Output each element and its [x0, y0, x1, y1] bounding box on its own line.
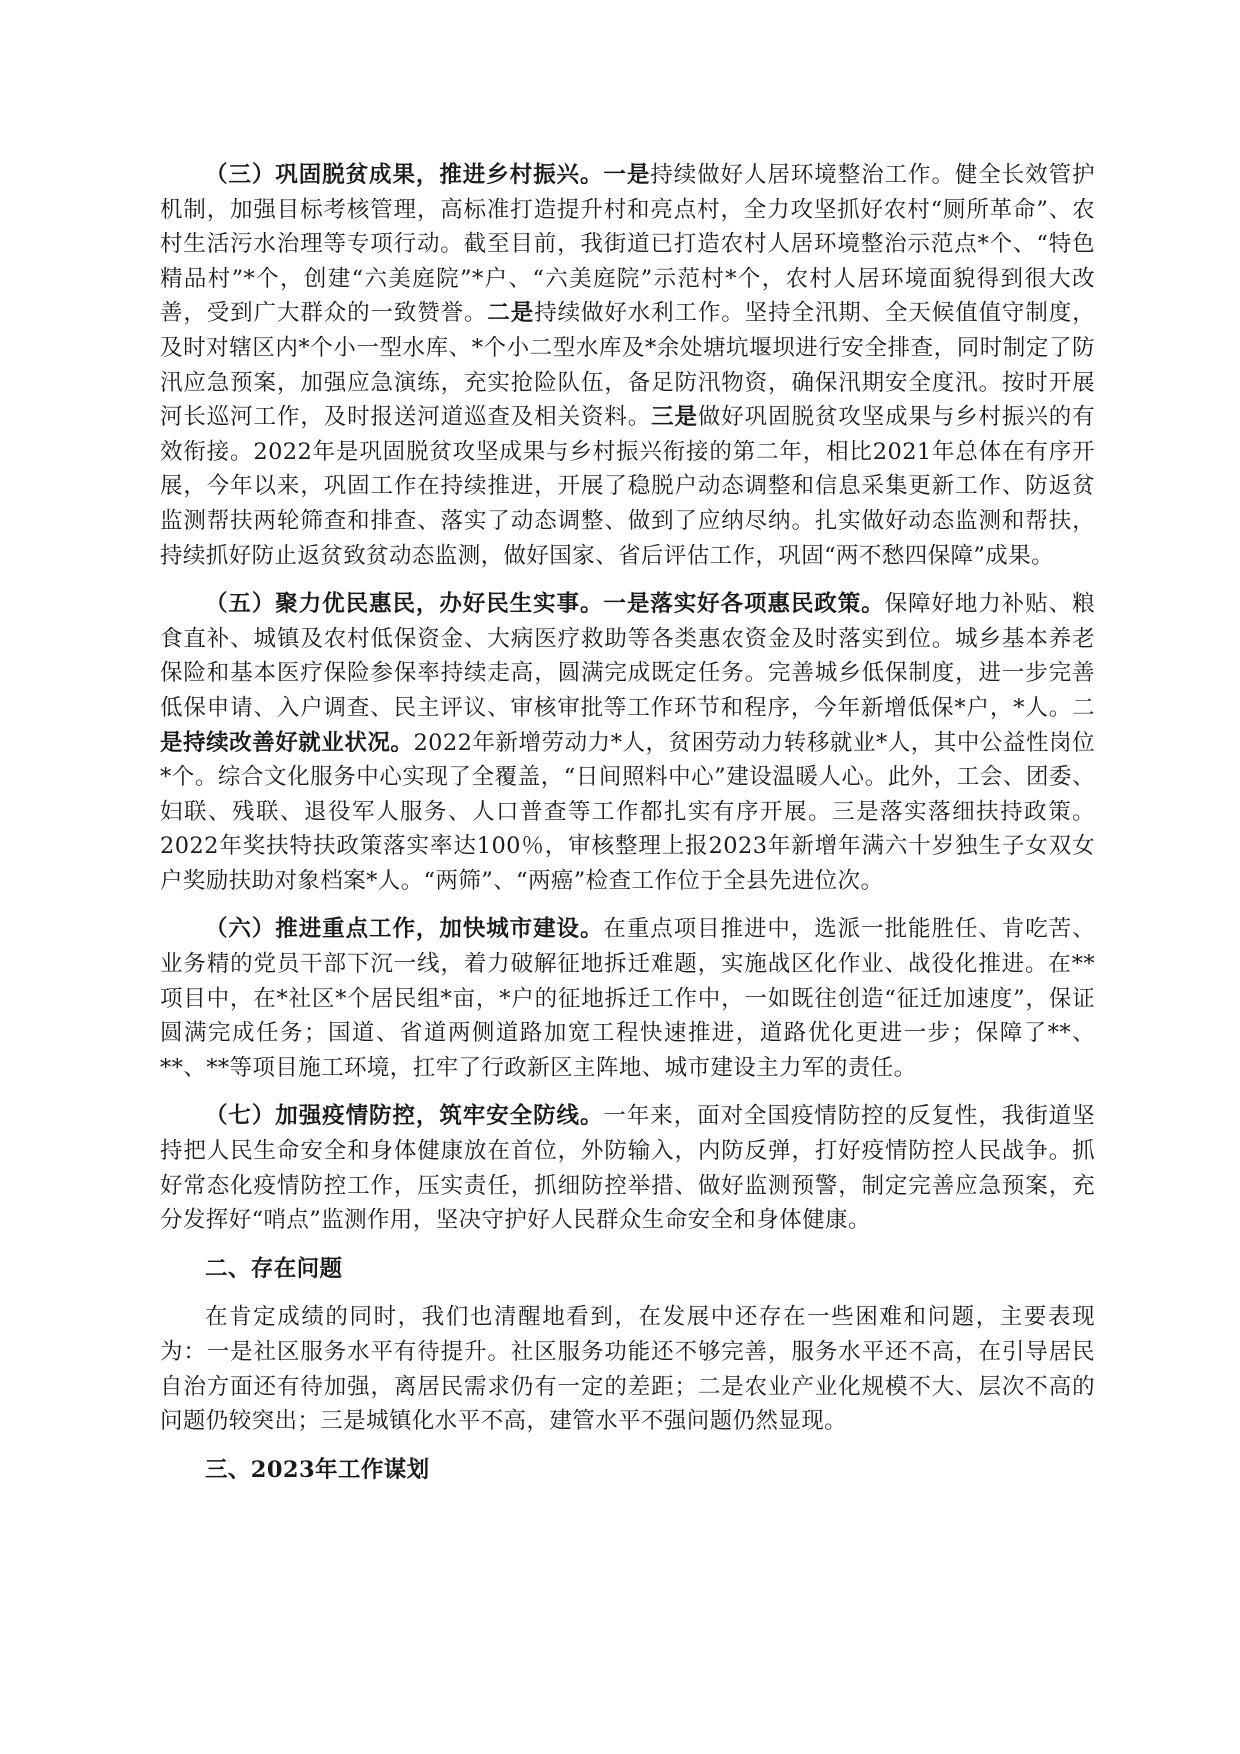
item-marker: 三是 — [651, 404, 698, 431]
section-title: （五）聚力优民惠民，办好民生实事。 — [205, 591, 604, 618]
paragraph-epidemic-control — [160, 1099, 1095, 1237]
paragraph-problems: 在肯定成绩的同时，我们也清醒地看到，在发展中还存在一些困难和问题，主要表现为：一是社区服务水平有待提升。社区服务功能还不够完善，服务水平还不高，在引导居民自治方面还有待加强，离居民需求仍有一定的差距；二是农业产业化规模不大、层次不高的问题仍较突出；三是城镇化水平不高，建管水平不强问题仍然显现。 — [160, 1304, 1095, 1435]
body-text: 持续做好人居环境整治工作。健全长效管护机制，加强目标考核管理，高标准打造提升村和亮点村，全力攻坚抓好农村“厕所革命”、农村生活污水治理等专项行动。截至目前，我街道已打造农村人居环境整治示范点*个、“特色精品村”*个，创建“六美庭院”*户、“六美庭院”示范村*个，农村人居环境面貌得到很大改善，受到广大群众的一致赞誉。 — [160, 162, 1095, 327]
body-text: 保障好地力补贴、粮食直补、城镇及农村低保资金、大病医疗救助等各类惠农资金及时落实到位。城乡基本养老保险和基本医疗保险参保率持续走高，圆满完成既定任务。完善城乡低保制度，进一步完善低保申请、入户调查、民主评议、审核审批等工作环节和程序，今年新增低保*户，*人。二 — [160, 591, 1095, 721]
body-text: 在重点项目推进中，选派一批能胜任、肯吃苦、业务精的党员干部下沉一线，着力破解征地拆迁难题，实施战区化作业、战役化推进。在**项目中，在*社区*个居民组*亩，*户的征地拆迁工作中，一如既往创造“征迁加速度”，保证圆满完成任务；国道、省道两侧道路加宽工程快速推进，道路优化更进一步；保障了**、**、**等项目施工环境，扛牢了行政新区主阵地、城市建设主力军的责任。 — [160, 916, 1095, 1081]
section-title: （六）推进重点工作，加快城市建设。 — [205, 916, 604, 943]
body-text: 2022年新增劳动力*人，贫困劳动力转移就业*人，其中公益性岗位*个。综合文化服务中心实现了全覆盖，“日间照料中心”建设温暖人心。此外，工会、团委、妇联、残联、退役军人服务、人口普查等工作都扎实有序开展。三是落实落细扶持政策。2022年奖扶特扶政策落实率达100％，审核整理上报2023年新增年满六十岁独生子女双女户奖励扶助对象档案*人。“两筛”、“两癌”检查工作位于全县先进位次。 — [160, 729, 1096, 894]
body-text: 一年来，面对全国疫情防控的反复性，我街道坚持把人民生命安全和身体健康放在首位，外防输入，内防反弹，打好疫情防控人民战争。抓好常态化疫情防控工作，压实责任，抓细防控举措、做好监测预警，制定完善应急预案，充分发挥好“哨点”监测作用，坚决守护好人民群众生命安全和身体健康。 — [160, 1103, 1095, 1234]
body-text: 持续做好水利工作。坚持全汛期、全天候值值守制度，及时对辖区内*个小一型水库、*个小二型水库及*余处塘坑堰坝进行安全排查，同时制定了防汛应急预案，加强应急演练，充实抢险队伍，备足防汛物资，确保汛期安全度汛。按时开展河长巡河工作，及时报送河道巡查及相关资料。 — [160, 300, 1095, 431]
item-marker: 一是落实好各项惠民政策。 — [603, 591, 885, 618]
item-marker: 是持续改善好就业状况。 — [160, 729, 414, 756]
section-title: （七）加强疫情防控，筑牢安全防线。 — [205, 1103, 604, 1130]
item-marker: 二是 — [487, 300, 535, 327]
paragraph-livelihood — [160, 587, 1095, 898]
heading-problems: 二、存在问题 — [205, 1255, 343, 1282]
heading-2023-plan: 三、2023年工作谋划 — [205, 1456, 430, 1483]
item-marker: 一是 — [603, 162, 651, 188]
section-title: （三）巩固脱贫成果，推进乡村振兴。 — [205, 162, 604, 188]
paragraph-urban-construction — [160, 912, 1095, 1085]
paragraph-rural-revitalization — [160, 158, 1095, 573]
body-text: 做好巩固脱贫攻坚成果与乡村振兴的有效衔接。2022年是巩固脱贫攻坚成果与乡村振兴衔接的第二年，相比2021年总体在有序开展，今年以来，巩固工作在持续推进，开展了稳脱户动态调整和信息采集更新工作、防返贫监测帮扶两轮筛查和排查、落实了动态调整、做到了应纳尽纳。扎实做好动态监测和帮扶，持续抓好防止返贫致贫动态监测，做好国家、省后评估工作，巩固“两不愁四保障”成果。 — [160, 404, 1095, 569]
